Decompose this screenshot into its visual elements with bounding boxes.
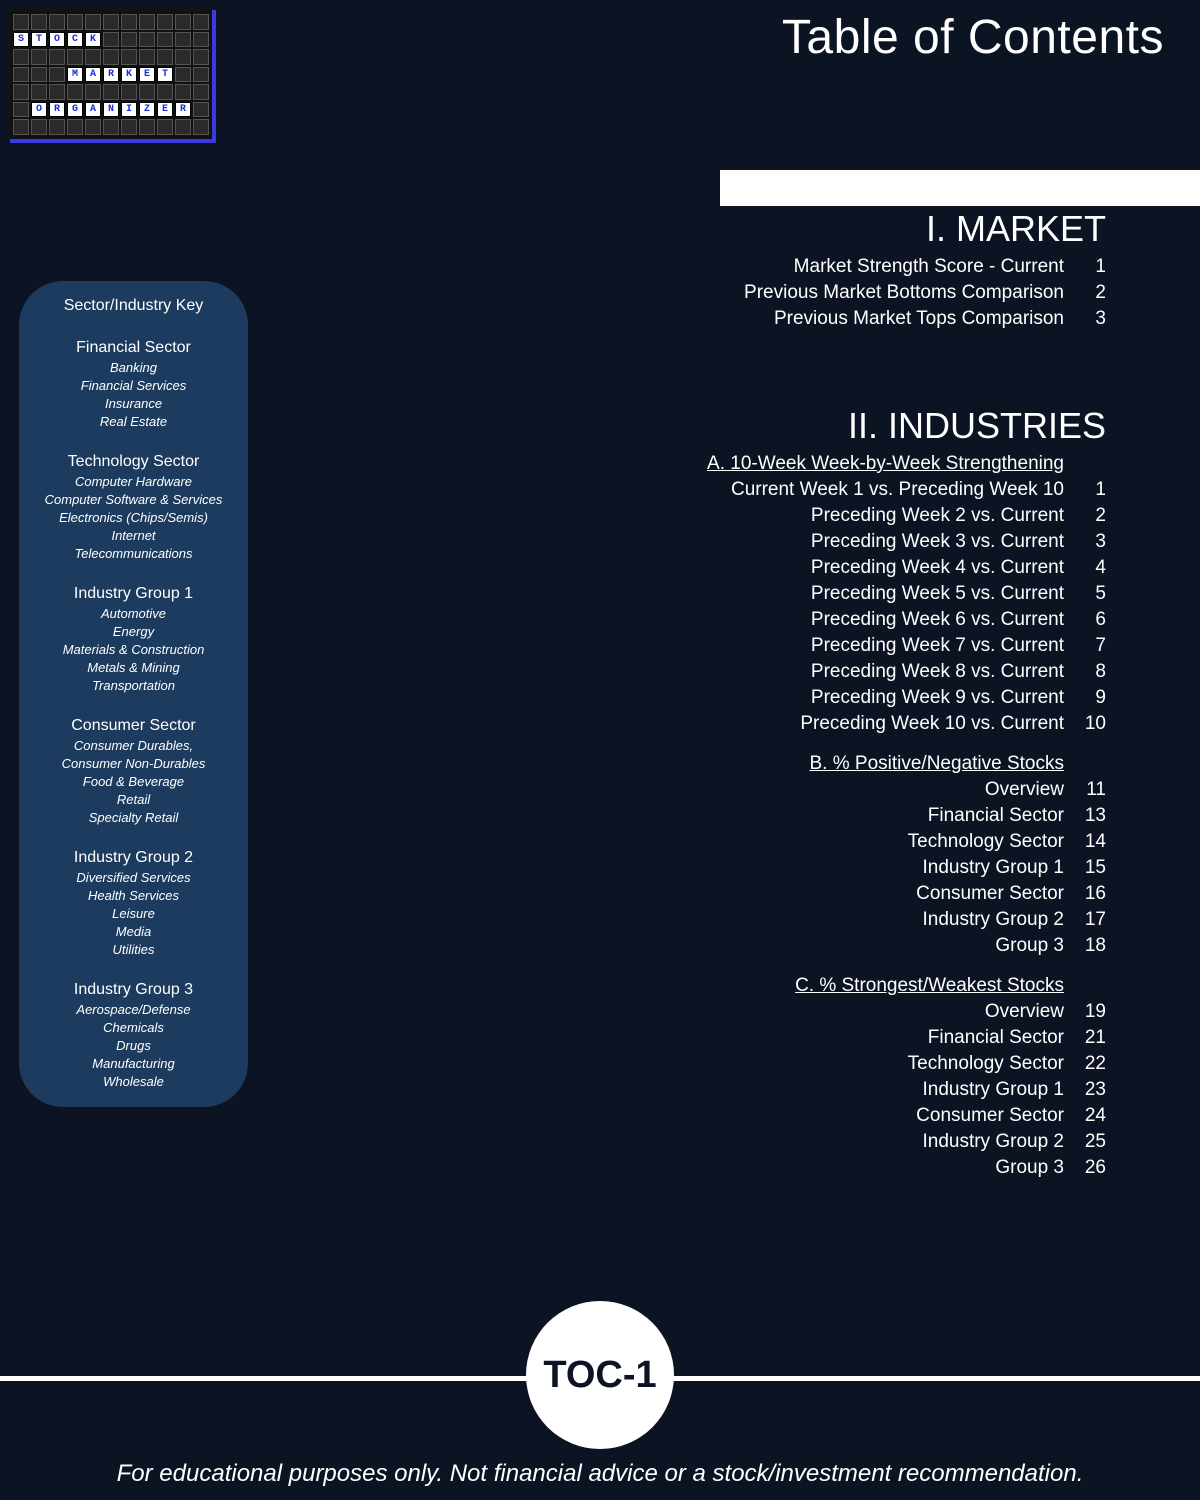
toc-entry-page: 21	[1084, 1027, 1106, 1048]
toc-entry-page: 7	[1095, 635, 1106, 656]
logo-cell	[193, 119, 209, 135]
logo-cell	[103, 84, 119, 100]
toc-entry[interactable]	[600, 999, 1106, 1025]
key-group-title: Industry Group 1	[73, 585, 194, 602]
toc-entry[interactable]	[600, 659, 1106, 685]
logo-cell	[193, 49, 209, 65]
key-industry-item: Manufacturing	[92, 1056, 175, 1071]
toc-entry[interactable]	[600, 1103, 1106, 1129]
industries-heading: II. INDUSTRIES	[847, 405, 1106, 446]
key-group-title: Technology Sector	[67, 453, 200, 470]
logo-cell: E	[157, 102, 173, 118]
logo-cell: A	[85, 102, 101, 118]
toc-entry-page: 18	[1084, 935, 1106, 956]
toc-entry-label: Preceding Week 10 vs. Current	[800, 713, 1064, 734]
logo-cell	[13, 67, 29, 83]
toc-entry-label: Group 3	[995, 935, 1064, 956]
logo-cell	[49, 119, 65, 135]
toc-entry[interactable]	[600, 711, 1106, 737]
logo-cell	[13, 84, 29, 100]
toc-entry[interactable]	[600, 777, 1106, 803]
toc-entry-label: Preceding Week 4 vs. Current	[810, 557, 1064, 578]
toc-entry[interactable]	[600, 306, 1106, 332]
key-industry-item: Consumer Non-Durables	[61, 756, 206, 771]
logo-cell	[49, 14, 65, 30]
toc-entry[interactable]	[600, 1077, 1106, 1103]
logo-cell	[67, 84, 83, 100]
key-industry-item: Utilities	[112, 942, 155, 957]
title-divider-bar	[720, 170, 1200, 206]
toc-entry-page: 19	[1084, 1001, 1106, 1022]
toc-entry-page: 13	[1084, 805, 1106, 826]
logo-cell	[103, 32, 119, 48]
key-industry-item: Chemicals	[103, 1020, 164, 1035]
logo-cell	[175, 84, 191, 100]
logo-cell	[193, 67, 209, 83]
toc-entry[interactable]	[600, 933, 1106, 959]
logo-cell	[67, 119, 83, 135]
stock-market-organizer-logo	[10, 10, 216, 143]
logo-cell	[121, 84, 137, 100]
logo-cell	[193, 84, 209, 100]
toc-entry-label: Market Strength Score - Current	[793, 256, 1064, 277]
logo-cell	[175, 119, 191, 135]
key-group	[19, 453, 248, 563]
toc-entry[interactable]	[600, 1025, 1106, 1051]
logo-cell	[175, 49, 191, 65]
toc-entry[interactable]	[600, 881, 1106, 907]
key-industry-item: Aerospace/Defense	[76, 1002, 191, 1017]
key-group-title: Financial Sector	[76, 339, 191, 356]
logo-cell	[85, 119, 101, 135]
toc-entry[interactable]	[600, 803, 1106, 829]
toc-entry[interactable]	[600, 1051, 1106, 1077]
logo-cell: T	[157, 67, 173, 83]
key-industry-item: Retail	[116, 792, 151, 807]
logo-cell: I	[121, 102, 137, 118]
logo-cell	[121, 49, 137, 65]
toc-subsection	[600, 973, 1106, 1181]
toc-entry[interactable]	[600, 254, 1106, 280]
toc-entry-page: 6	[1095, 609, 1106, 630]
disclaimer: For educational purposes only. Not financial advice or a stock/investment recommendation.	[116, 1460, 1084, 1487]
logo-cell: R	[175, 102, 191, 118]
key-industry-item: Real Estate	[99, 414, 168, 429]
toc-entry-label: Overview	[984, 1001, 1064, 1022]
key-industry-item: Consumer Durables,	[73, 738, 194, 753]
key-industry-item: Banking	[110, 360, 157, 375]
toc-subsection-heading[interactable]: B. % Positive/Negative Stocks	[809, 753, 1064, 774]
toc-entry[interactable]	[600, 555, 1106, 581]
logo-cell: Z	[139, 102, 155, 118]
toc-entry[interactable]	[600, 607, 1106, 633]
key-industry-item: Transportation	[92, 678, 175, 693]
toc-entry-label: Consumer Sector	[916, 1105, 1064, 1126]
toc-entry-page: 10	[1084, 713, 1106, 734]
market-heading: I. MARKET	[925, 208, 1106, 249]
toc-entry-label: Current Week 1 vs. Preceding Week 10	[730, 479, 1064, 500]
toc-entry-page: 16	[1084, 883, 1106, 904]
logo-cell: O	[49, 32, 65, 48]
logo-cell	[85, 49, 101, 65]
logo-cell	[121, 14, 137, 30]
toc-entry-label: Overview	[984, 779, 1064, 800]
logo-cell	[85, 14, 101, 30]
logo-cell	[121, 119, 137, 135]
logo-cell	[103, 14, 119, 30]
key-industry-item: Specialty Retail	[88, 810, 179, 825]
market-section	[600, 208, 1106, 332]
toc-entry[interactable]	[600, 477, 1106, 503]
key-industry-item: Metals & Mining	[87, 660, 180, 675]
toc-entry-page: 5	[1095, 583, 1106, 604]
key-title: Sector/Industry Key	[63, 297, 204, 314]
toc-entry-page: 11	[1086, 779, 1106, 800]
toc-entry[interactable]	[600, 1155, 1106, 1181]
logo-cell	[193, 32, 209, 48]
logo-cell: C	[67, 32, 83, 48]
toc-entry-label: Previous Market Tops Comparison	[773, 308, 1064, 329]
page-number-badge: TOC-1	[526, 1301, 674, 1449]
toc-entry-page: 1	[1095, 256, 1106, 277]
logo-cell	[31, 49, 47, 65]
logo-cell: R	[103, 67, 119, 83]
toc-subsection	[600, 751, 1106, 959]
toc-entry[interactable]	[600, 581, 1106, 607]
key-industry-item: Energy	[112, 624, 155, 639]
logo-cell	[31, 14, 47, 30]
logo-cell	[103, 119, 119, 135]
logo-cell	[31, 67, 47, 83]
logo-cell	[13, 102, 29, 118]
logo-cell	[85, 84, 101, 100]
toc-entry-page: 22	[1084, 1053, 1106, 1074]
logo-cell	[121, 32, 137, 48]
logo-cell	[193, 102, 209, 118]
key-industry-item: Automotive	[100, 606, 167, 621]
toc-entry[interactable]	[600, 633, 1106, 659]
toc-entry-page: 2	[1095, 505, 1106, 526]
logo-cell	[139, 119, 155, 135]
logo-cell: O	[31, 102, 47, 118]
key-industry-item: Insurance	[104, 396, 163, 411]
logo-cell	[13, 14, 29, 30]
toc-entry-label: Preceding Week 2 vs. Current	[810, 505, 1064, 526]
toc-entry-label: Financial Sector	[927, 805, 1064, 826]
key-industry-item: Media	[115, 924, 152, 939]
logo-cell: M	[67, 67, 83, 83]
logo-cell: A	[85, 67, 101, 83]
logo-cell	[175, 67, 191, 83]
industries-section	[600, 405, 1106, 1195]
key-industry-item: Electronics (Chips/Semis)	[59, 510, 208, 525]
logo-cell	[139, 49, 155, 65]
toc-entry[interactable]	[600, 907, 1106, 933]
logo-cell	[139, 84, 155, 100]
toc-subsection-heading[interactable]: C. % Strongest/Weakest Stocks	[795, 975, 1064, 996]
key-industry-item: Computer Hardware	[74, 474, 193, 489]
toc-entry-page: 25	[1084, 1131, 1106, 1152]
toc-entry[interactable]	[600, 855, 1106, 881]
toc-entry-page: 4	[1095, 557, 1106, 578]
logo-cell	[175, 32, 191, 48]
toc-entry-label: Industry Group 1	[922, 1079, 1064, 1100]
toc-entry[interactable]	[600, 280, 1106, 306]
key-group	[19, 981, 248, 1091]
logo-cell	[67, 14, 83, 30]
toc-entry-label: Technology Sector	[907, 1053, 1064, 1074]
key-industry-item: Drugs	[116, 1038, 151, 1053]
key-group	[19, 717, 248, 827]
logo-cell: S	[13, 32, 29, 48]
toc-entry-label: Industry Group 2	[922, 1131, 1064, 1152]
key-industry-item: Health Services	[87, 888, 180, 903]
logo-cell	[103, 49, 119, 65]
toc-entry-page: 14	[1084, 831, 1106, 852]
key-group	[19, 849, 248, 959]
key-group	[19, 585, 248, 695]
toc-entry-label: Technology Sector	[907, 831, 1064, 852]
logo-cell	[157, 49, 173, 65]
toc-subsection	[600, 451, 1106, 737]
toc-entry-page: 9	[1095, 687, 1106, 708]
key-group-title: Consumer Sector	[71, 717, 196, 734]
toc-entry-page: 8	[1095, 661, 1106, 682]
key-industry-item: Diversified Services	[76, 870, 191, 885]
toc-entry-label: Preceding Week 7 vs. Current	[810, 635, 1064, 656]
key-group-title: Industry Group 3	[73, 981, 194, 998]
toc-entry-label: Preceding Week 9 vs. Current	[810, 687, 1064, 708]
logo-cell	[157, 14, 173, 30]
key-industry-item: Leisure	[112, 906, 155, 921]
logo-cell: T	[31, 32, 47, 48]
toc-entry[interactable]	[600, 503, 1106, 529]
toc-entry-page: 2	[1095, 282, 1106, 303]
logo-cell	[49, 84, 65, 100]
toc-entry-label: Industry Group 1	[922, 857, 1064, 878]
toc-entry-page: 3	[1095, 308, 1106, 329]
logo-cell	[49, 67, 65, 83]
sector-industry-key	[19, 281, 248, 1107]
logo-cell	[193, 14, 209, 30]
key-industry-item: Computer Software & Services	[44, 492, 223, 507]
key-group	[19, 339, 248, 431]
key-industry-item: Wholesale	[103, 1074, 164, 1089]
toc-subsection-heading[interactable]: A. 10-Week Week-by-Week Strengthening	[707, 453, 1064, 474]
logo-cell	[67, 49, 83, 65]
logo-cell	[157, 119, 173, 135]
toc-entry-page: 26	[1084, 1157, 1106, 1178]
toc-entry-page: 23	[1084, 1079, 1106, 1100]
toc-entry[interactable]	[600, 829, 1106, 855]
toc-entry-label: Preceding Week 3 vs. Current	[810, 531, 1064, 552]
logo-cell: K	[121, 67, 137, 83]
key-industry-item: Financial Services	[80, 378, 187, 393]
key-industry-item: Food & Beverage	[82, 774, 185, 789]
logo-cell: G	[67, 102, 83, 118]
toc-entry-label: Group 3	[995, 1157, 1064, 1178]
logo-cell: E	[139, 67, 155, 83]
toc-entry-page: 3	[1095, 531, 1106, 552]
logo-cell: N	[103, 102, 119, 118]
toc-entry-page: 24	[1084, 1105, 1106, 1126]
logo-cell	[13, 119, 29, 135]
logo-cell	[49, 49, 65, 65]
toc-entry[interactable]	[600, 1129, 1106, 1155]
toc-entry-page: 1	[1095, 479, 1106, 500]
logo-cell	[139, 32, 155, 48]
toc-entry-page: 17	[1084, 909, 1106, 930]
key-industry-item: Materials & Construction	[62, 642, 205, 657]
logo-cell: K	[85, 32, 101, 48]
key-group-title: Industry Group 2	[73, 849, 194, 866]
key-industry-item: Telecommunications	[74, 546, 193, 561]
toc-entry-label: Consumer Sector	[916, 883, 1064, 904]
toc-entry[interactable]	[600, 529, 1106, 555]
toc-entry-page: 15	[1084, 857, 1106, 878]
logo-cell	[139, 14, 155, 30]
toc-entry-label: Financial Sector	[927, 1027, 1064, 1048]
toc-entry-label: Preceding Week 5 vs. Current	[810, 583, 1064, 604]
logo-cell: R	[49, 102, 65, 118]
logo-cell	[31, 119, 47, 135]
toc-entry-label: Previous Market Bottoms Comparison	[744, 282, 1064, 303]
toc-entry-label: Preceding Week 6 vs. Current	[810, 609, 1064, 630]
toc-entry[interactable]	[600, 685, 1106, 711]
key-industry-item: Internet	[111, 528, 156, 543]
logo-cell	[31, 84, 47, 100]
logo-cell	[13, 49, 29, 65]
page-title: Table of Contents	[781, 11, 1164, 64]
logo-cell	[175, 14, 191, 30]
logo-cell	[157, 32, 173, 48]
toc-entry-label: Preceding Week 8 vs. Current	[810, 661, 1064, 682]
logo-cell	[157, 84, 173, 100]
toc-entry-label: Industry Group 2	[922, 909, 1064, 930]
